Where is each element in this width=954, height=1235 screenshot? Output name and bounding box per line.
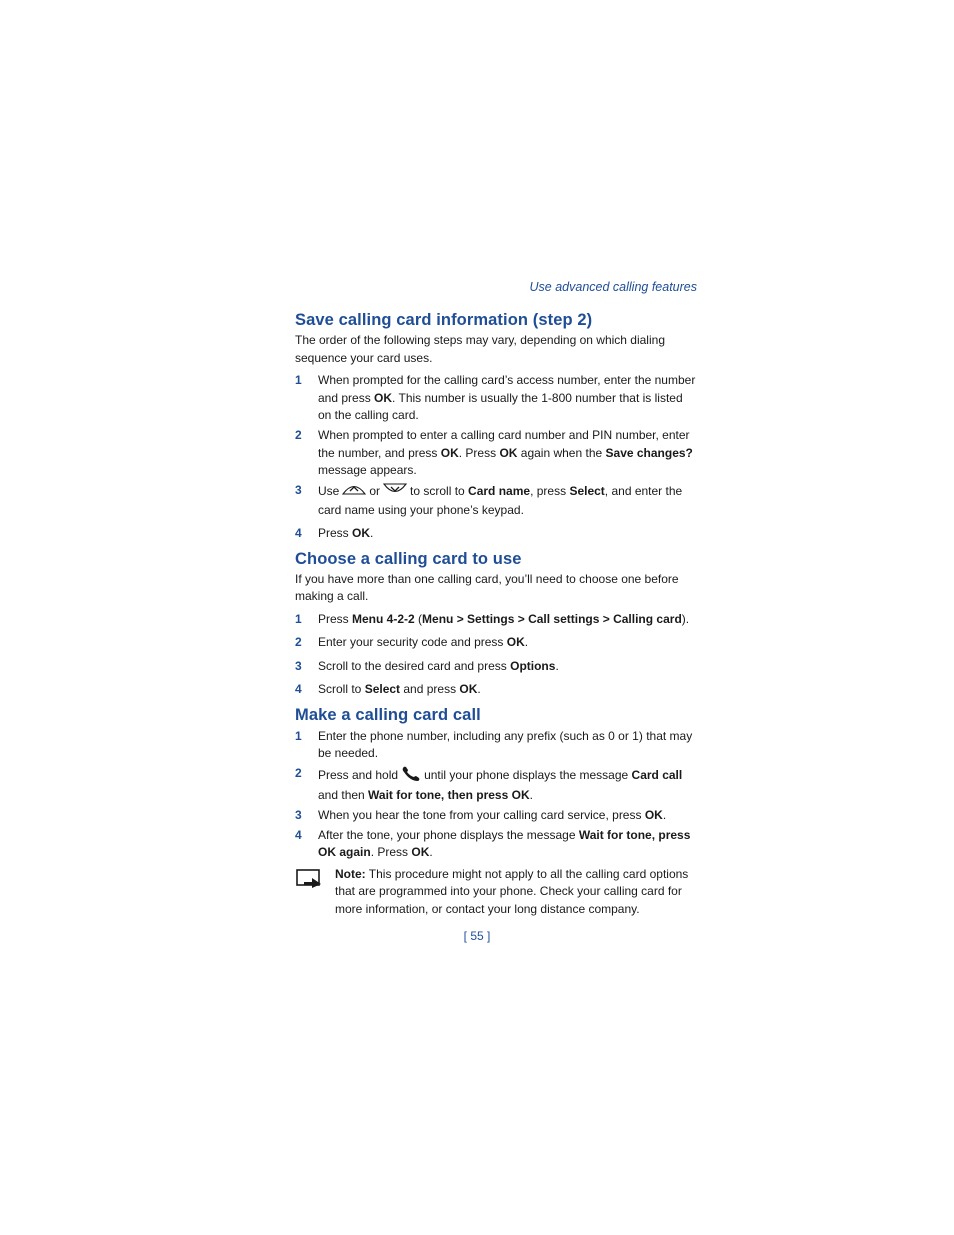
note-block	[295, 866, 697, 919]
section-intro: If you have more than one calling card, you’ll need to choose one before making a call.	[295, 571, 679, 603]
step-number: 2	[295, 766, 302, 780]
list-item	[295, 765, 697, 804]
section-intro: The order of the following steps may vary, depending on which dialing sequence your card uses.	[295, 333, 665, 365]
list-item	[295, 634, 697, 652]
step-list	[295, 372, 697, 543]
running-head: Use advanced calling features	[529, 280, 697, 294]
step-number: 3	[295, 807, 302, 822]
section-title-choose-calling-card: Choose a calling card to use	[295, 549, 522, 568]
step-text: Scroll to Select and press OK.	[318, 682, 481, 696]
step-number: 4	[295, 682, 302, 696]
step-number: 1	[295, 728, 302, 743]
scroll-up-key-icon	[342, 482, 366, 502]
step-list	[295, 728, 697, 862]
step-number: 2	[295, 635, 302, 649]
list-item	[295, 427, 697, 480]
step-number: 4	[295, 827, 302, 842]
step-number: 1	[295, 373, 302, 387]
step-text: Scroll to the desired card and press Options.	[318, 658, 559, 673]
list-item	[295, 728, 697, 763]
list-item	[295, 482, 697, 519]
step-text: When prompted for the calling card’s access number, enter the number and press OK. This number is usually the 1-800 number that is listed on the calling card.	[318, 373, 696, 422]
step-text: Press OK.	[318, 526, 374, 540]
list-item	[295, 658, 697, 676]
page-number: [ 55 ]	[463, 929, 491, 943]
section-title-save-calling-card: Save calling card information (step 2)	[295, 311, 593, 329]
step-text: Press and hold until your phone displays the message Card call and then Wait for tone, then press OK.	[318, 765, 697, 804]
step-text: When prompted to enter a calling card number and PIN number, enter the number, and press OK. Press OK again when the Save changes? message appears.	[318, 428, 693, 477]
step-text: When you hear the tone from your calling card service, press OK.	[318, 807, 667, 822]
section-title-make-calling-card-call: Make a calling card call	[295, 705, 481, 724]
step-text: Enter the phone number, including any prefix (such as 0 or 1) that may be needed.	[318, 728, 693, 760]
step-number: 3	[295, 658, 302, 673]
list-item	[295, 372, 697, 425]
step-text: Enter your security code and press OK.	[318, 635, 529, 649]
step-list	[295, 611, 697, 699]
step-number: 2	[295, 428, 302, 442]
list-item	[295, 525, 697, 543]
page-content	[295, 280, 697, 918]
note-icon	[295, 866, 335, 919]
list-item	[295, 611, 697, 629]
note-text: Note: This procedure might not apply to all the calling card options that are programmed into your phone. Check your calling card for more information, or contact your long distance company.	[335, 866, 689, 916]
step-number: 3	[295, 483, 302, 497]
list-item	[295, 681, 697, 699]
send-key-icon	[401, 765, 421, 787]
list-item	[295, 807, 697, 825]
list-item	[295, 827, 697, 862]
step-text: Use or to scroll to Card name, press Select, and enter the card name using your phone’s keypad.	[318, 483, 683, 517]
step-number: 4	[295, 526, 302, 540]
step-text: Press Menu 4-2-2 (Menu > Settings > Call settings > Calling card).	[318, 611, 690, 626]
step-number: 1	[295, 611, 302, 626]
scroll-down-key-icon	[383, 482, 407, 502]
step-text: After the tone, your phone displays the message Wait for tone, press OK again. Press OK.	[318, 827, 691, 859]
